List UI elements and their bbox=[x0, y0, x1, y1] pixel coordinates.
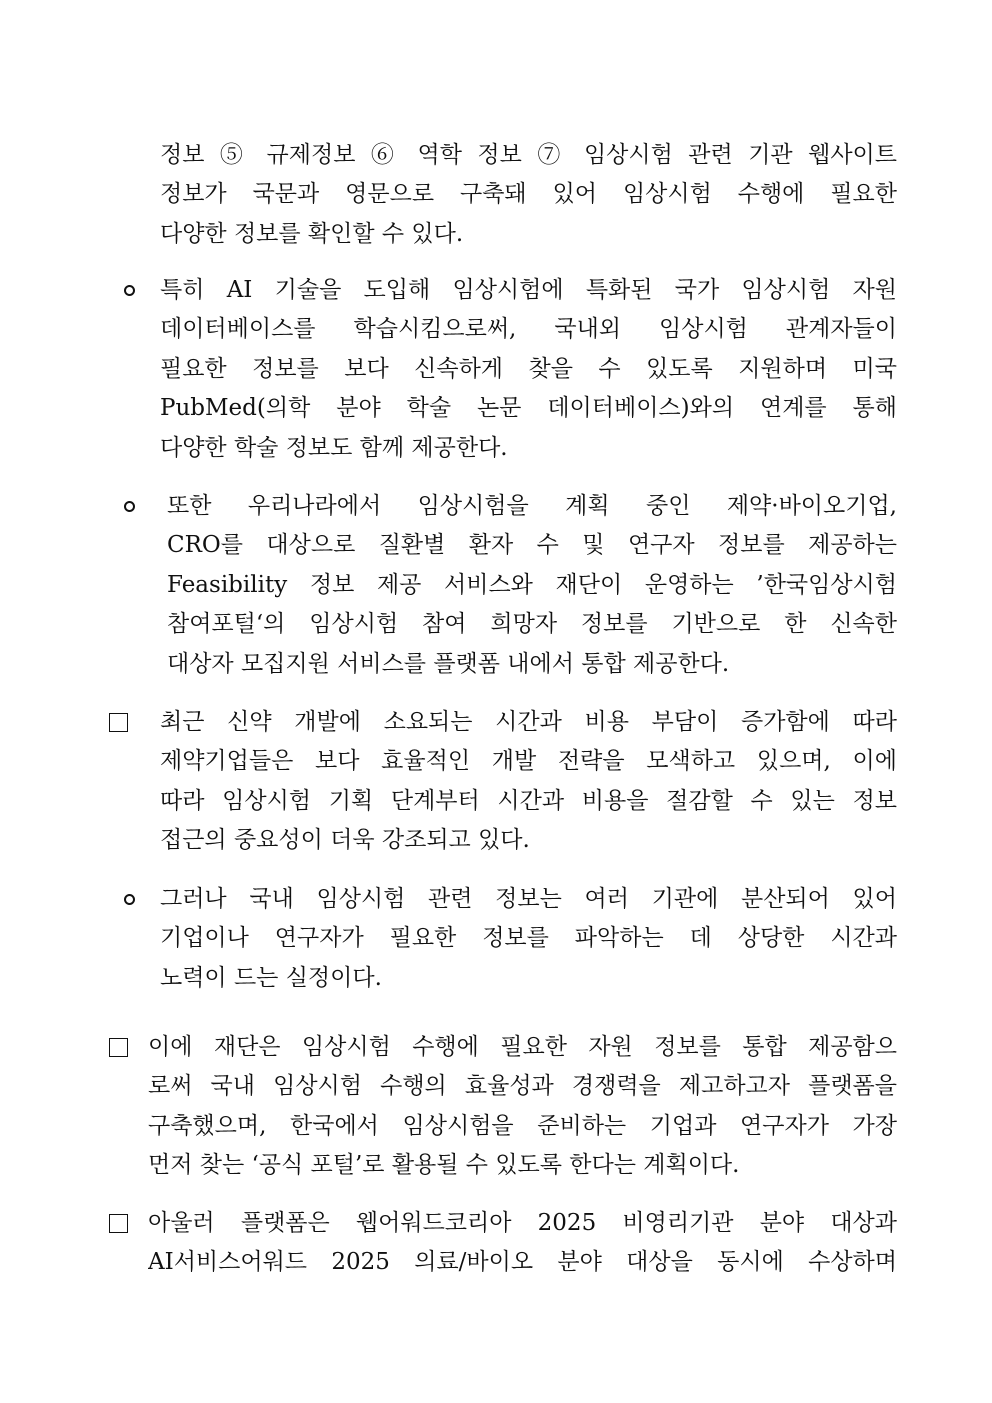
text-line: 로써 국내 임상시험 수행의 효율성과 경쟁력을 제고하고자 플랫폼을 bbox=[148, 1073, 897, 1099]
text-line: 먼저 찾는 ‘공식 포털’로 활용될 수 있도록 한다는 계획이다. bbox=[148, 1152, 740, 1178]
circle-bullet-icon bbox=[124, 501, 135, 512]
text-line: 다양한 정보를 확인할 수 있다. bbox=[160, 221, 464, 247]
text-line: AI서비스어워드 2025 의료/바이오 분야 대상을 동시에 수상하며 bbox=[148, 1249, 897, 1275]
text-line: PubMed(의학 분야 학술 논문 데이터베이스)와의 연계를 통해 bbox=[160, 395, 897, 421]
text-line: 제약기업들은 보다 효율적인 개발 전략을 모색하고 있으며, 이에 bbox=[160, 748, 897, 774]
text-line: 노력이 드는 실정이다. bbox=[160, 965, 382, 991]
square-bullet-icon bbox=[109, 1214, 128, 1233]
text-line: 아울러 플랫폼은 웹어워드코리아 2025 비영리기관 분야 대상과 bbox=[148, 1210, 897, 1236]
text-line: 접근의 중요성이 더욱 강조되고 있다. bbox=[160, 827, 530, 853]
text-line: 따라 임상시험 기획 단계부터 시간과 비용을 절감할 수 있는 정보 bbox=[160, 788, 897, 814]
circle-bullet-icon bbox=[124, 894, 135, 905]
text-line: 정보가 국문과 영문으로 구축돼 있어 임상시험 수행에 필요한 bbox=[160, 181, 897, 207]
text-line: 대상자 모집지원 서비스를 플랫폼 내에서 통합 제공한다. bbox=[167, 651, 730, 677]
text-line: 필요한 정보를 보다 신속하게 찾을 수 있도록 지원하며 미국 bbox=[160, 356, 897, 382]
text-line: 데이터베이스를 학습시킴으로써, 국내외 임상시험 관계자들이 bbox=[160, 316, 897, 342]
text-line: Feasibility 정보 제공 서비스와 재단이 운영하는 ’한국임상시험 bbox=[167, 572, 897, 598]
text-line: CRO를 대상으로 질환별 환자 수 및 연구자 정보를 제공하는 bbox=[167, 532, 897, 558]
text-line: 최근 신약 개발에 소요되는 시간과 비용 부담이 증가함에 따라 bbox=[160, 709, 897, 735]
circle-bullet-icon bbox=[124, 285, 135, 296]
text-line: 정보 ⑤ 규제정보 ⑥ 역학 정보 ⑦ 임상시험 관련 기관 웹사이트 bbox=[160, 142, 897, 168]
text-line: 그러나 국내 임상시험 관련 정보는 여러 기관에 분산되어 있어 bbox=[160, 886, 897, 912]
text-line: 다양한 학술 정보도 함께 제공한다. bbox=[160, 435, 508, 461]
text-line: 이에 재단은 임상시험 수행에 필요한 자원 정보를 통합 제공함으 bbox=[148, 1034, 897, 1060]
text-line: 특히 AI 기술을 도입해 임상시험에 특화된 국가 임상시험 자원 bbox=[160, 277, 897, 303]
text-line: 또한 우리나라에서 임상시험을 계획 중인 제약·바이오기업, bbox=[167, 493, 897, 519]
text-line: 구축했으며, 한국에서 임상시험을 준비하는 기업과 연구자가 가장 bbox=[148, 1113, 897, 1139]
square-bullet-icon bbox=[109, 1038, 128, 1057]
text-line: 참여포털‘의 임상시험 참여 희망자 정보를 기반으로 한 신속한 bbox=[167, 611, 897, 637]
text-line: 기업이나 연구자가 필요한 정보를 파악하는 데 상당한 시간과 bbox=[160, 925, 897, 951]
square-bullet-icon bbox=[109, 713, 128, 732]
